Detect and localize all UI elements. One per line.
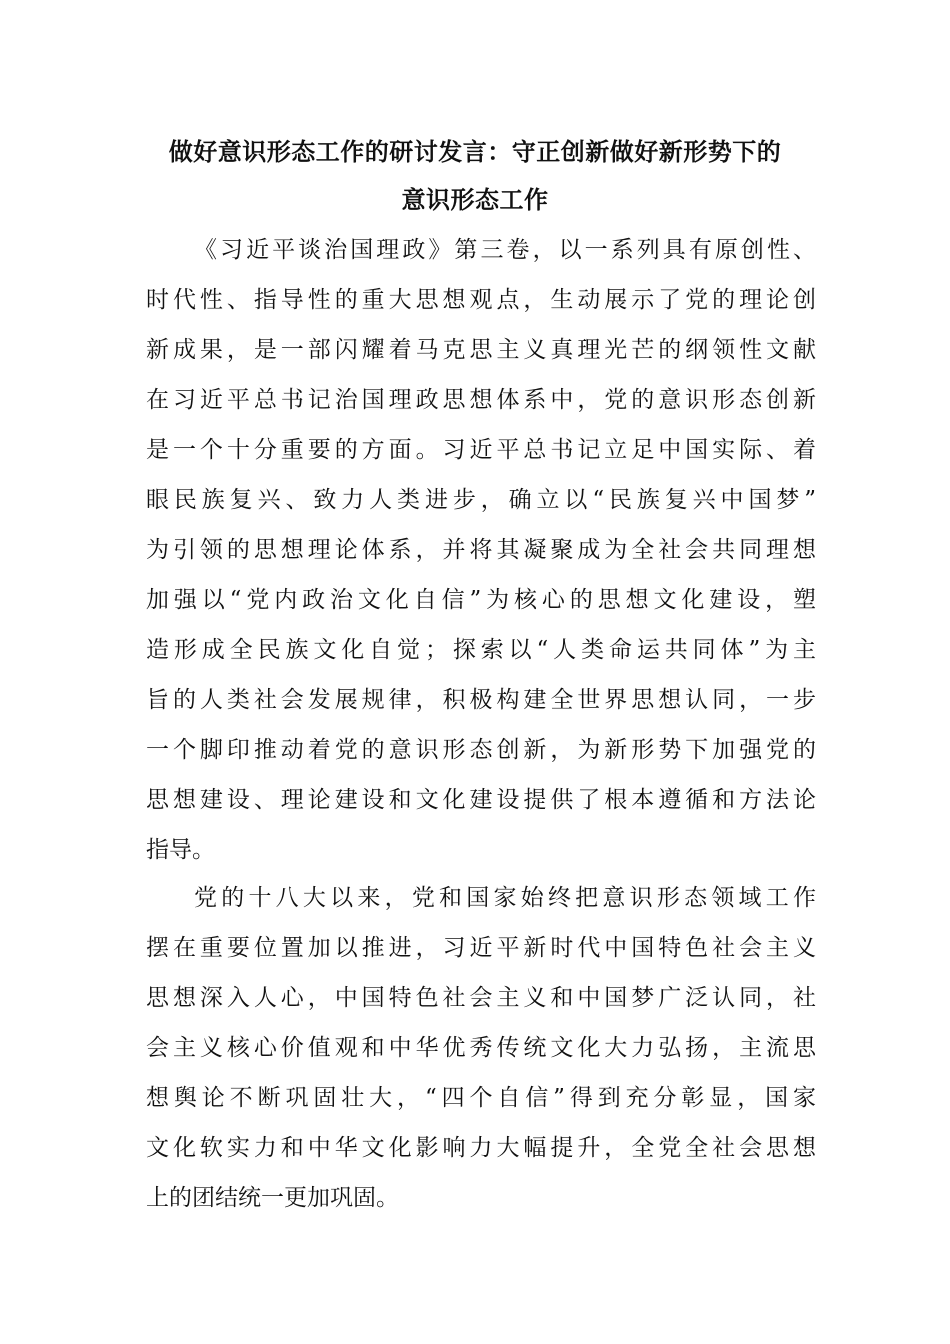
- paragraph-line: 旨的人类社会发展规律，积极构建全世界思想认同，一步: [146, 687, 816, 713]
- paragraph-line: 想舆论不断巩固壮大，“四个自信”得到充分彰显，国家: [146, 1085, 816, 1111]
- paragraph-line: 为引领的思想理论体系，并将其凝聚成为全社会共同理想: [146, 537, 816, 563]
- paragraph-line: 思想建设、理论建设和文化建设提供了根本遵循和方法论: [146, 787, 816, 813]
- paragraph-line: 思想深入人心，中国特色社会主义和中国梦广泛认同，社: [146, 985, 816, 1011]
- paragraph-line: 是一个十分重要的方面。习近平总书记立足中国实际、着: [146, 437, 816, 463]
- paragraph-line: 文化软实力和中华文化影响力大幅提升，全党全社会思想: [146, 1135, 816, 1161]
- document-title-line-1: 做好意识形态工作的研讨发言：守正创新做好新形势下的: [168, 138, 782, 166]
- document-title-line-2: 意识形态工作: [401, 186, 549, 214]
- paragraph-line: 《习近平谈治国理政》第三卷，以一系列具有原创性、: [194, 237, 816, 263]
- paragraph-line: 会主义核心价值观和中华优秀传统文化大力弘扬，主流思: [146, 1035, 816, 1061]
- paragraph-line: 时代性、指导性的重大思想观点，生动展示了党的理论创: [146, 287, 816, 313]
- paragraph-line: 造形成全民族文化自觉；探索以“人类命运共同体”为主: [146, 637, 816, 663]
- paragraph-line: 在习近平总书记治国理政思想体系中，党的意识形态创新: [146, 387, 816, 413]
- paragraph-line: 党的十八大以来，党和国家始终把意识形态领域工作: [194, 885, 816, 911]
- paragraph-line: 上的团结统一更加巩固。: [146, 1185, 399, 1211]
- paragraph-line: 眼民族复兴、致力人类进步，确立以“民族复兴中国梦”: [146, 487, 816, 513]
- paragraph-line: 一个脚印推动着党的意识形态创新，为新形势下加强党的: [146, 737, 816, 763]
- paragraph-line: 加强以“党内政治文化自信”为核心的思想文化建设，塑: [146, 587, 816, 613]
- paragraph-line: 指导。: [146, 837, 215, 863]
- paragraph-line: 新成果，是一部闪耀着马克思主义真理光芒的纲领性文献: [146, 337, 816, 363]
- paragraph-line: 摆在重要位置加以推进，习近平新时代中国特色社会主义: [146, 935, 816, 961]
